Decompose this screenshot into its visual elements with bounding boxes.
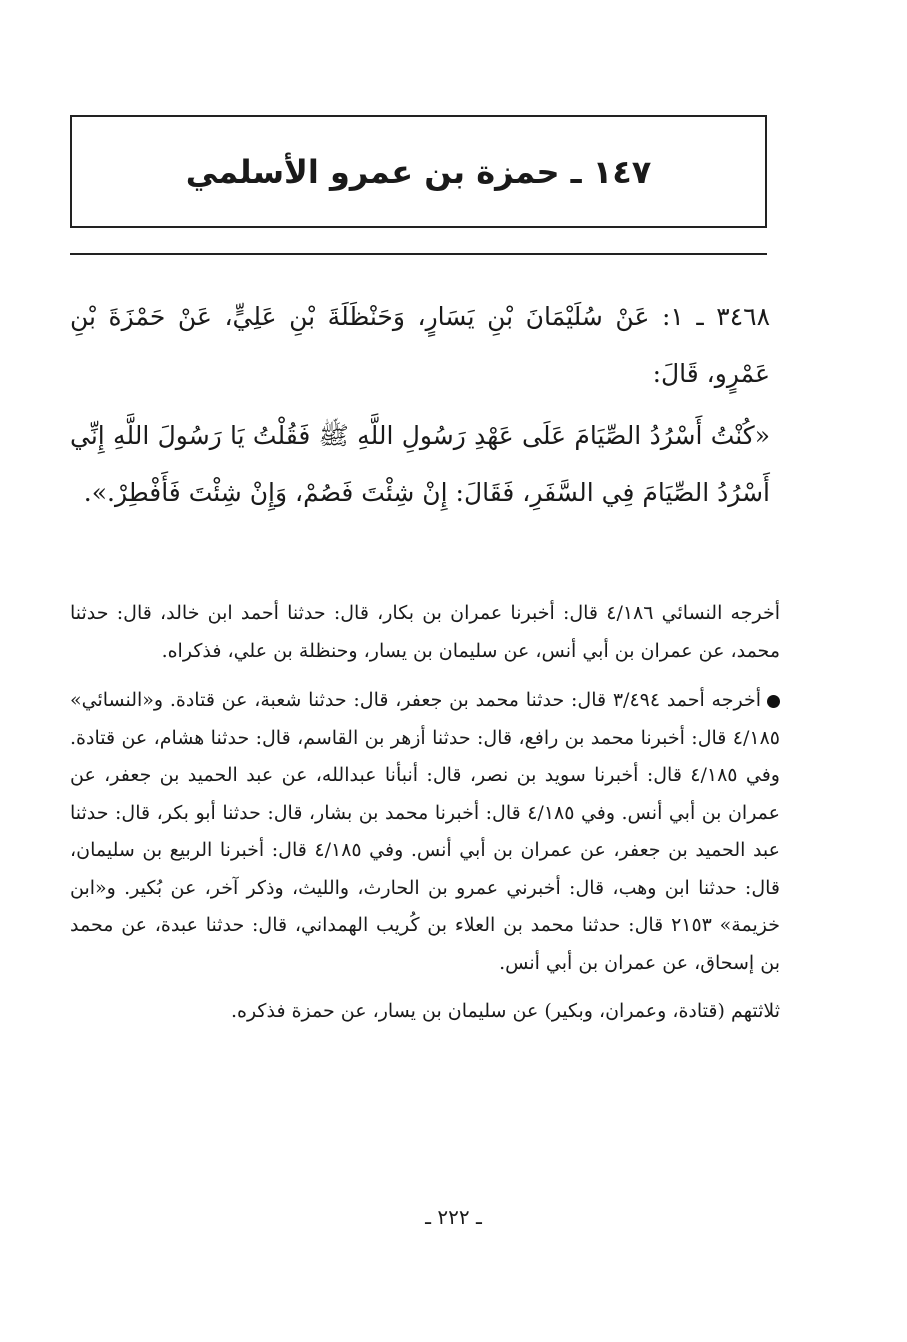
hadith-isnad: ٣٤٦٨ ـ ١: عَنْ سُلَيْمَانَ بْنِ يَسَارٍ، وَحَنْظَلَةَ بْنِ عَلِيٍّ، عَنْ حَمْزَةَ بْنِ عَمْرٍو، قَالَ:	[70, 302, 770, 388]
chapter-heading-box	[70, 115, 767, 228]
heading-divider	[70, 253, 767, 255]
page-number: ـ ٢٢٢ ـ	[425, 1205, 482, 1229]
hadith-text	[70, 288, 770, 521]
takhrij-summary: ثلاثتهم (قتادة، وعمران، وبكير) عن سليمان بن يسار، عن حمزة فذكره.	[230, 1000, 780, 1022]
takhrij-paragraph-1: أخرجه النسائي ٤/١٨٦ قال: أخبرنا عمران بن بكار، قال: حدثنا أحمد ابن خالد، قال: حدثنا محمد، عن عمران بن أبي أنس، عن سليمان بن يسار، وحنظلة بن علي، فذكراه.	[70, 602, 780, 662]
takhrij-paragraph-2	[70, 682, 780, 982]
hadith-matn: «كُنْتُ أَسْرُدُ الصِّيَامَ عَلَى عَهْدِ رَسُولِ اللَّهِ ﷺ فَقُلْتُ يَا رَسُولَ اللَّهِ إِنِّي أَسْرُدُ الصِّيَامَ فِي السَّفَرِ، فَقَالَ: إِنْ شِئْتَ فَصُمْ، وَإِنْ شِئْتَ فَأَفْطِرْ.».	[70, 421, 770, 507]
takhrij-notes	[70, 595, 780, 1031]
takhrij-paragraph-2-text: أخرجه أحمد ٣/٤٩٤ قال: حدثنا محمد بن جعفر، قال: حدثنا شعبة، عن قتادة. و«النسائي» ٤/١٨٥ قال: أخبرنا محمد بن رافع، قال: حدثنا أزهر بن القاسم، قال: حدثنا هشام، عن قتادة. وفي ٤/١٨٥ قال: أخبرنا سويد بن نصر، قال: أنبأنا عبدالله، عن عبد الحميد بن جعفر، عن عمران بن أبي أنس. وفي ٤/١٨٥ قال: أخبرنا محمد بن بشار، قال: حدثنا أبو بكر، قال: حدثنا عبد الحميد بن جعفر، عن عمران بن أبي أنس. وفي ٤/١٨٥ قال: أخبرنا الربيع بن سليمان، قال: حدثنا ابن وهب، قال: أخبرني عمرو بن الحارث، والليث، وذكر آخر، عن بُكير. و«ابن خزيمة» ٢١٥٣ قال: حدثنا محمد بن العلاء بن كُريب الهمداني، قال: حدثنا عبدة، عن محمد بن إسحاق، عن عمران بن أبي أنس.	[70, 689, 780, 974]
bullet-icon	[767, 695, 780, 708]
chapter-heading: ١٤٧ ـ حمزة بن عمرو الأسلمي	[185, 152, 652, 191]
